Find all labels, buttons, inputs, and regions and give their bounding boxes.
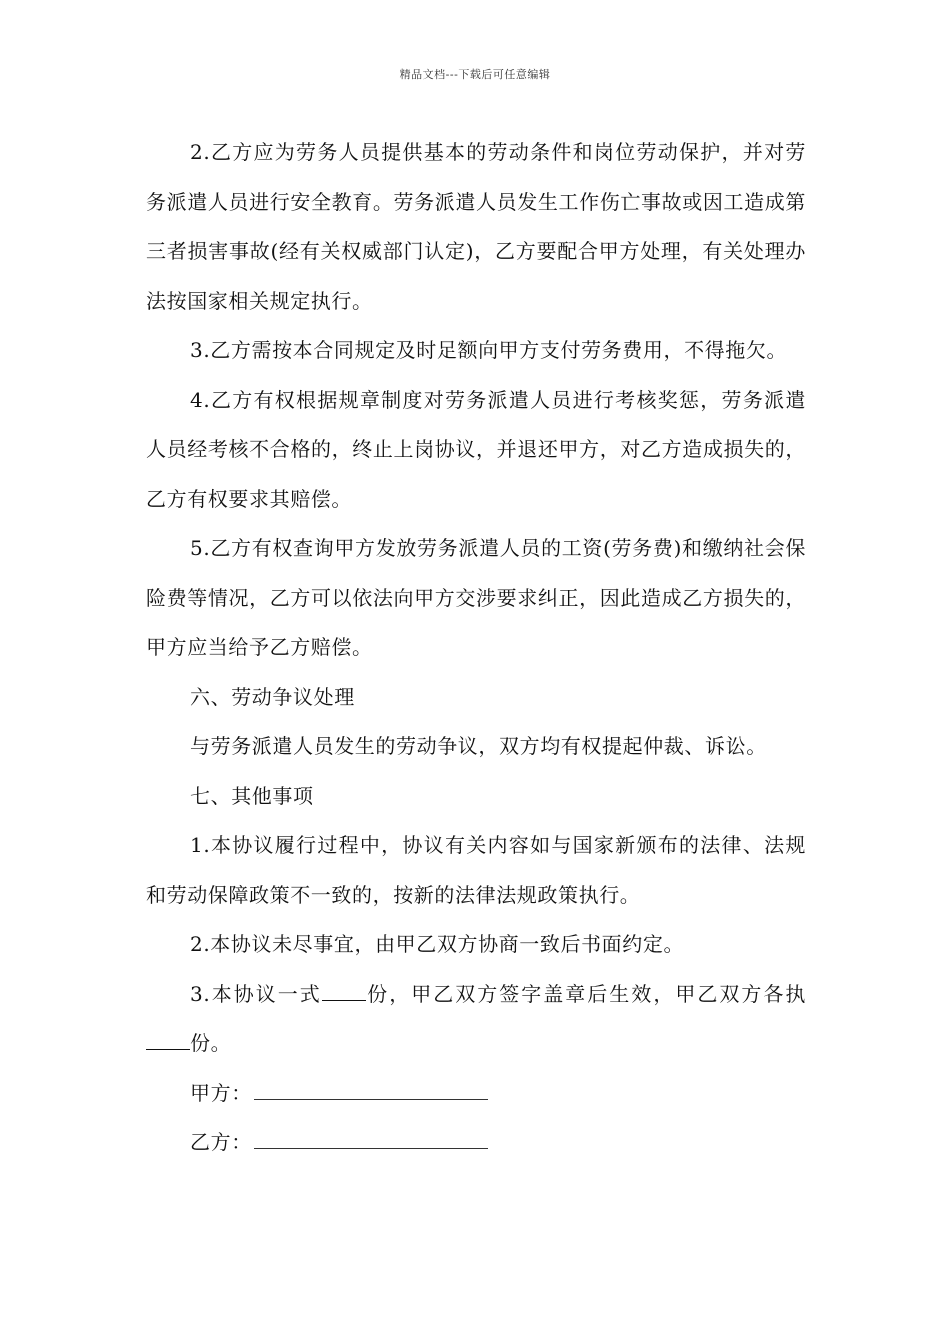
paragraph-clause-4: 4.乙方有权根据规章制度对劳务派遣人员进行考核奖惩，劳务派遣人员经考核不合格的，终止上岗协议，并退还甲方，对乙方造成损失的，乙方有权要求其赔偿。 — [146, 387, 806, 511]
party-b-label: 乙方： — [190, 1130, 252, 1154]
paragraph-other-3 — [146, 970, 806, 1069]
clause3-part1: 3.本协议一式 — [190, 981, 322, 1006]
page-header: 精品文档---下载后可任意编辑 — [399, 68, 551, 81]
clause3-part2: 份，甲乙双方签字盖章后生效，甲乙双方各执 — [365, 981, 806, 1006]
party-a-signature-line[interactable] — [254, 1079, 488, 1100]
section-heading-dispute: 六、劳动争议处理 — [190, 684, 355, 709]
copies-each-blank[interactable] — [146, 1031, 190, 1050]
document-body — [146, 128, 806, 1168]
paragraph-clause-3: 3.乙方需按本合同规定及时足额向甲方支付劳务费用，不得拖欠。 — [190, 338, 788, 362]
section-heading-other: 七、其他事项 — [190, 783, 314, 808]
paragraph-clause-5: 5.乙方有权查询甲方发放劳务派遣人员的工资(劳务费)和缴纳社会保险费等情况，乙方可以依法向甲方交涉要求纠正，因此造成乙方损失的，甲方应当给予乙方赔偿。 — [146, 536, 806, 659]
paragraph-other-1: 1.本协议履行过程中，协议有关内容如与国家新颁布的法律、法规和劳动保障政策不一致的，按新的法律法规政策执行。 — [146, 833, 806, 907]
copies-blank[interactable] — [322, 982, 366, 1001]
party-b-signature-row — [146, 1118, 806, 1168]
clause3-part3: 份。 — [190, 1031, 232, 1055]
party-b-signature-line[interactable] — [254, 1128, 488, 1149]
paragraph-other-2: 2.本协议未尽事宜，由甲乙双方协商一致后书面约定。 — [190, 932, 685, 956]
party-a-label: 甲方： — [190, 1080, 252, 1105]
paragraph-clause-2: 2.乙方应为劳务人员提供基本的劳动条件和岗位劳动保护，并对劳务派遣人员进行安全教育。劳务派遣人员发生工作伤亡事故或因工造成第三者损害事故(经有关权威部门认定)，乙方要配合甲方处理，有关处理办法按国家相关规定执行。 — [146, 140, 806, 313]
paragraph-dispute: 与劳务派遣人员发生的劳动争议，双方均有权提起仲裁、诉讼。 — [190, 734, 767, 758]
party-a-signature-row — [146, 1069, 806, 1119]
